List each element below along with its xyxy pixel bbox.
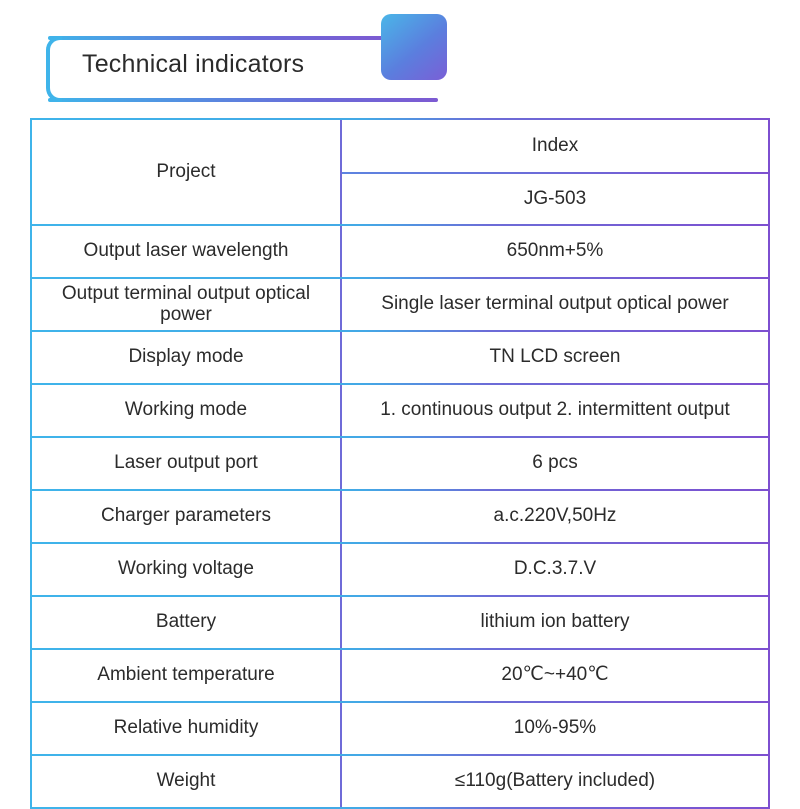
row-value: a.c.220V,50Hz xyxy=(342,491,770,542)
row-value: 6 pcs xyxy=(342,438,770,489)
table-header-label: Project xyxy=(30,120,342,224)
header-bottom-corner xyxy=(46,62,62,102)
table-header-row xyxy=(30,118,770,224)
row-label: Battery xyxy=(30,597,342,648)
specifications-table xyxy=(30,118,770,809)
page-title: Technical indicators xyxy=(82,50,305,78)
table-row xyxy=(30,383,770,436)
row-value: 10%-95% xyxy=(342,703,770,754)
row-label: Relative humidity xyxy=(30,703,342,754)
row-value: D.C.3.7.V xyxy=(342,544,770,595)
table-row xyxy=(30,648,770,701)
row-value: 1. continuous output 2. intermittent output xyxy=(342,385,770,436)
row-label: Laser output port xyxy=(30,438,342,489)
row-value: Single laser terminal output optical power xyxy=(342,279,770,330)
table-row xyxy=(30,489,770,542)
table-row xyxy=(30,277,770,330)
header-top-line xyxy=(48,36,388,40)
table-row xyxy=(30,542,770,595)
row-value: ≤110g(Battery included) xyxy=(342,756,770,807)
row-label: Working voltage xyxy=(30,544,342,595)
row-value: TN LCD screen xyxy=(342,332,770,383)
page-header xyxy=(0,0,800,112)
table-row xyxy=(30,595,770,648)
row-label: Display mode xyxy=(30,332,342,383)
table-header-index: Index xyxy=(342,120,770,172)
row-label: Output laser wavelength xyxy=(30,226,342,277)
header-gradient-square-icon xyxy=(381,14,447,80)
table-row xyxy=(30,330,770,383)
row-value: lithium ion battery xyxy=(342,597,770,648)
table-header-model: JG-503 xyxy=(342,172,770,224)
row-label: Working mode xyxy=(30,385,342,436)
table-row xyxy=(30,754,770,809)
table-row xyxy=(30,224,770,277)
row-label: Weight xyxy=(30,756,342,807)
header-bottom-line xyxy=(48,98,438,102)
table-row xyxy=(30,436,770,489)
row-label: Charger parameters xyxy=(30,491,342,542)
row-value: 20℃~+40℃ xyxy=(342,650,770,701)
row-label: Ambient temperature xyxy=(30,650,342,701)
table-row xyxy=(30,701,770,754)
row-label: Output terminal output optical power xyxy=(30,279,342,330)
table-header-values xyxy=(342,120,770,224)
row-value: 650nm+5% xyxy=(342,226,770,277)
